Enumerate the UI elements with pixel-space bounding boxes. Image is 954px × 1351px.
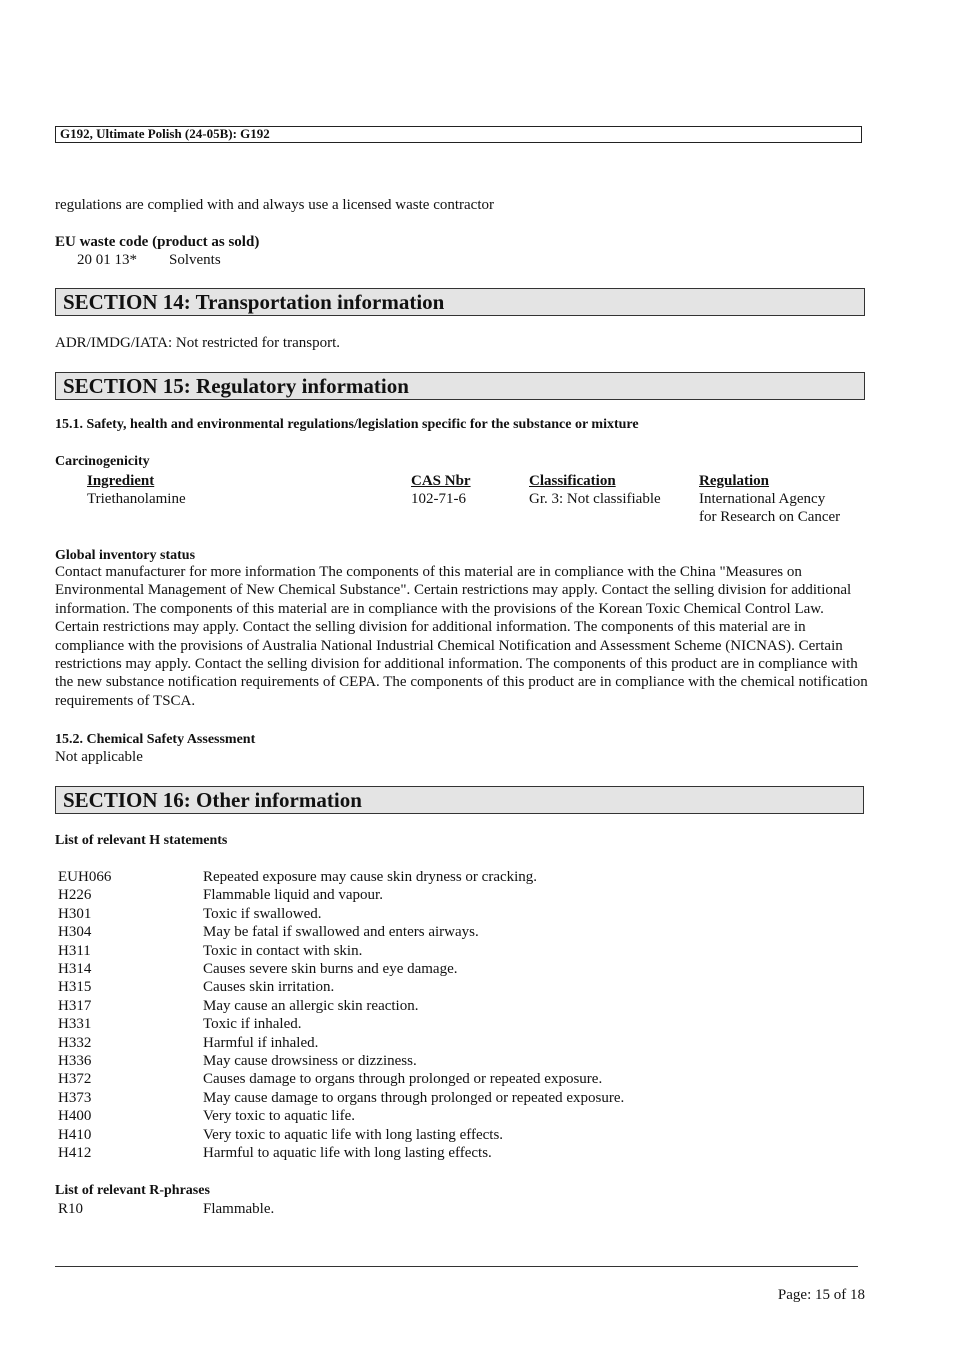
statement-code: H315 [58, 979, 92, 996]
statement-code: H373 [58, 1089, 92, 1106]
section-15-heading: SECTION 15: Regulatory information [55, 372, 865, 400]
statement-code: H332 [58, 1034, 92, 1051]
statement-text: Repeated exposure may cause skin dryness or cracking. [203, 869, 538, 885]
waste-code-label: EU waste code (product as sold) [55, 234, 260, 250]
statement-code: H304 [58, 924, 92, 941]
list-item [58, 997, 758, 1015]
statement-code: R10 [58, 1201, 84, 1217]
list-item [58, 960, 758, 978]
col-classification: Classification [529, 473, 616, 489]
statement-code: H226 [58, 887, 92, 904]
list-item [58, 1126, 758, 1144]
product-name: G192, Ultimate Polish (24-05B): G192 [60, 126, 270, 141]
statement-code: H331 [58, 1016, 92, 1033]
statement-text: Toxic if inhaled. [203, 1016, 302, 1033]
statement-code: H314 [58, 961, 92, 977]
statement-code: H311 [58, 942, 91, 959]
statement-text: Causes severe skin burns and eye damage. [203, 961, 458, 977]
col-regulation: Regulation [699, 473, 770, 489]
statement-text: Very toxic to aquatic life. [203, 1108, 356, 1125]
page-number: Page: 15 of 18 [777, 1287, 865, 1303]
h-statements-label: List of relevant H statements [55, 833, 228, 848]
waste-code: 20 01 13* [77, 252, 137, 268]
list-item [58, 942, 758, 960]
statement-code: H372 [58, 1071, 92, 1088]
footer-divider [55, 1266, 858, 1267]
transport-text: ADR/IMDG/IATA: Not restricted for transport. [55, 335, 340, 351]
subsection-15-2: 15.2. Chemical Safety Assessment [55, 732, 256, 747]
list-item [58, 1144, 758, 1162]
carcinogenicity-label: Carcinogenicity [55, 454, 150, 469]
statement-code: H301 [58, 905, 92, 922]
statement-text: Very toxic to aquatic life with long lasting effects. [203, 1126, 504, 1143]
statement-code: H317 [58, 997, 92, 1014]
statement-text: May cause an allergic skin reaction. [203, 997, 419, 1014]
section-16-heading: SECTION 16: Other information [55, 786, 864, 814]
list-item [58, 905, 758, 923]
subsection-15-1: 15.1. Safety, health and environmental regulations/legislation specific for the substance or mixture [55, 417, 639, 432]
list-item [58, 1052, 758, 1070]
statement-code: H400 [58, 1108, 92, 1125]
statement-text: Harmful if inhaled. [203, 1034, 319, 1051]
regulation-line-2: for Research on Cancer [699, 509, 841, 525]
classification-value: Gr. 3: Not classifiable [529, 491, 661, 507]
statement-text: Toxic in contact with skin. [203, 942, 363, 959]
product-header [55, 126, 862, 143]
inventory-text: Contact manufacturer for more information The components of this material are in compliance with the China "Measures on Environmental Management of New Chemical Substance". Certain restrictions may apply. Contact the selling division for additional information. The components of this material are in compliance with the provisions of the Korean Toxic Chemical Control Law. Certain restrictions may apply. Contact the selling division for additional information. The components of this material are in compliance with the provisions of Australia National Industrial Chemical Notification and Assessment Scheme (NICNAS). Certain restrictions may apply. Contact the selling division for additional information. The components of this product are in compliance with the new substance notification requirements of CEPA. The components of this product are in compliance with the chemical notification requirements of TSCA. [55, 564, 868, 709]
ingredient-name: Triethanolamine [87, 491, 186, 507]
list-item [58, 886, 758, 904]
list-item [58, 868, 758, 886]
statement-code: H336 [58, 1053, 92, 1069]
statement-code: H412 [58, 1145, 92, 1161]
cas-number: 102-71-6 [411, 491, 466, 507]
col-cas-nbr: CAS Nbr [411, 473, 471, 489]
statement-text: Causes skin irritation. [203, 979, 335, 996]
statement-code: H410 [58, 1126, 92, 1143]
r-phrases-label: List of relevant R-phrases [55, 1183, 210, 1198]
statement-code: EUH066 [58, 869, 112, 885]
safety-assessment-text: Not applicable [55, 749, 143, 765]
list-item [58, 1070, 758, 1088]
inventory-label: Global inventory status [55, 548, 196, 563]
list-item [58, 1200, 758, 1218]
statement-text: Flammable liquid and vapour. [203, 887, 383, 904]
statement-text: May cause drowsiness or dizziness. [203, 1053, 417, 1069]
waste-code-description: Solvents [169, 252, 221, 268]
statement-text: May be fatal if swallowed and enters airways. [203, 924, 479, 941]
statement-text: Causes damage to organs through prolonged or repeated exposure. [203, 1071, 603, 1088]
col-ingredient: Ingredient [87, 473, 155, 489]
list-item [58, 923, 758, 941]
regulation-line-1: International Agency [699, 491, 826, 507]
statement-text: May cause damage to organs through prolonged or repeated exposure. [203, 1089, 625, 1106]
list-item [58, 1107, 758, 1125]
list-item [58, 978, 758, 996]
statement-text: Toxic if swallowed. [203, 905, 322, 922]
list-item [58, 1034, 758, 1052]
list-item [58, 1089, 758, 1107]
statement-text: Harmful to aquatic life with long lasting effects. [203, 1145, 492, 1161]
statement-text: Flammable. [203, 1201, 275, 1217]
list-item [58, 1015, 758, 1033]
continuation-text: regulations are complied with and always use a licensed waste contractor [55, 197, 495, 213]
section-14-heading: SECTION 14: Transportation information [55, 288, 865, 316]
